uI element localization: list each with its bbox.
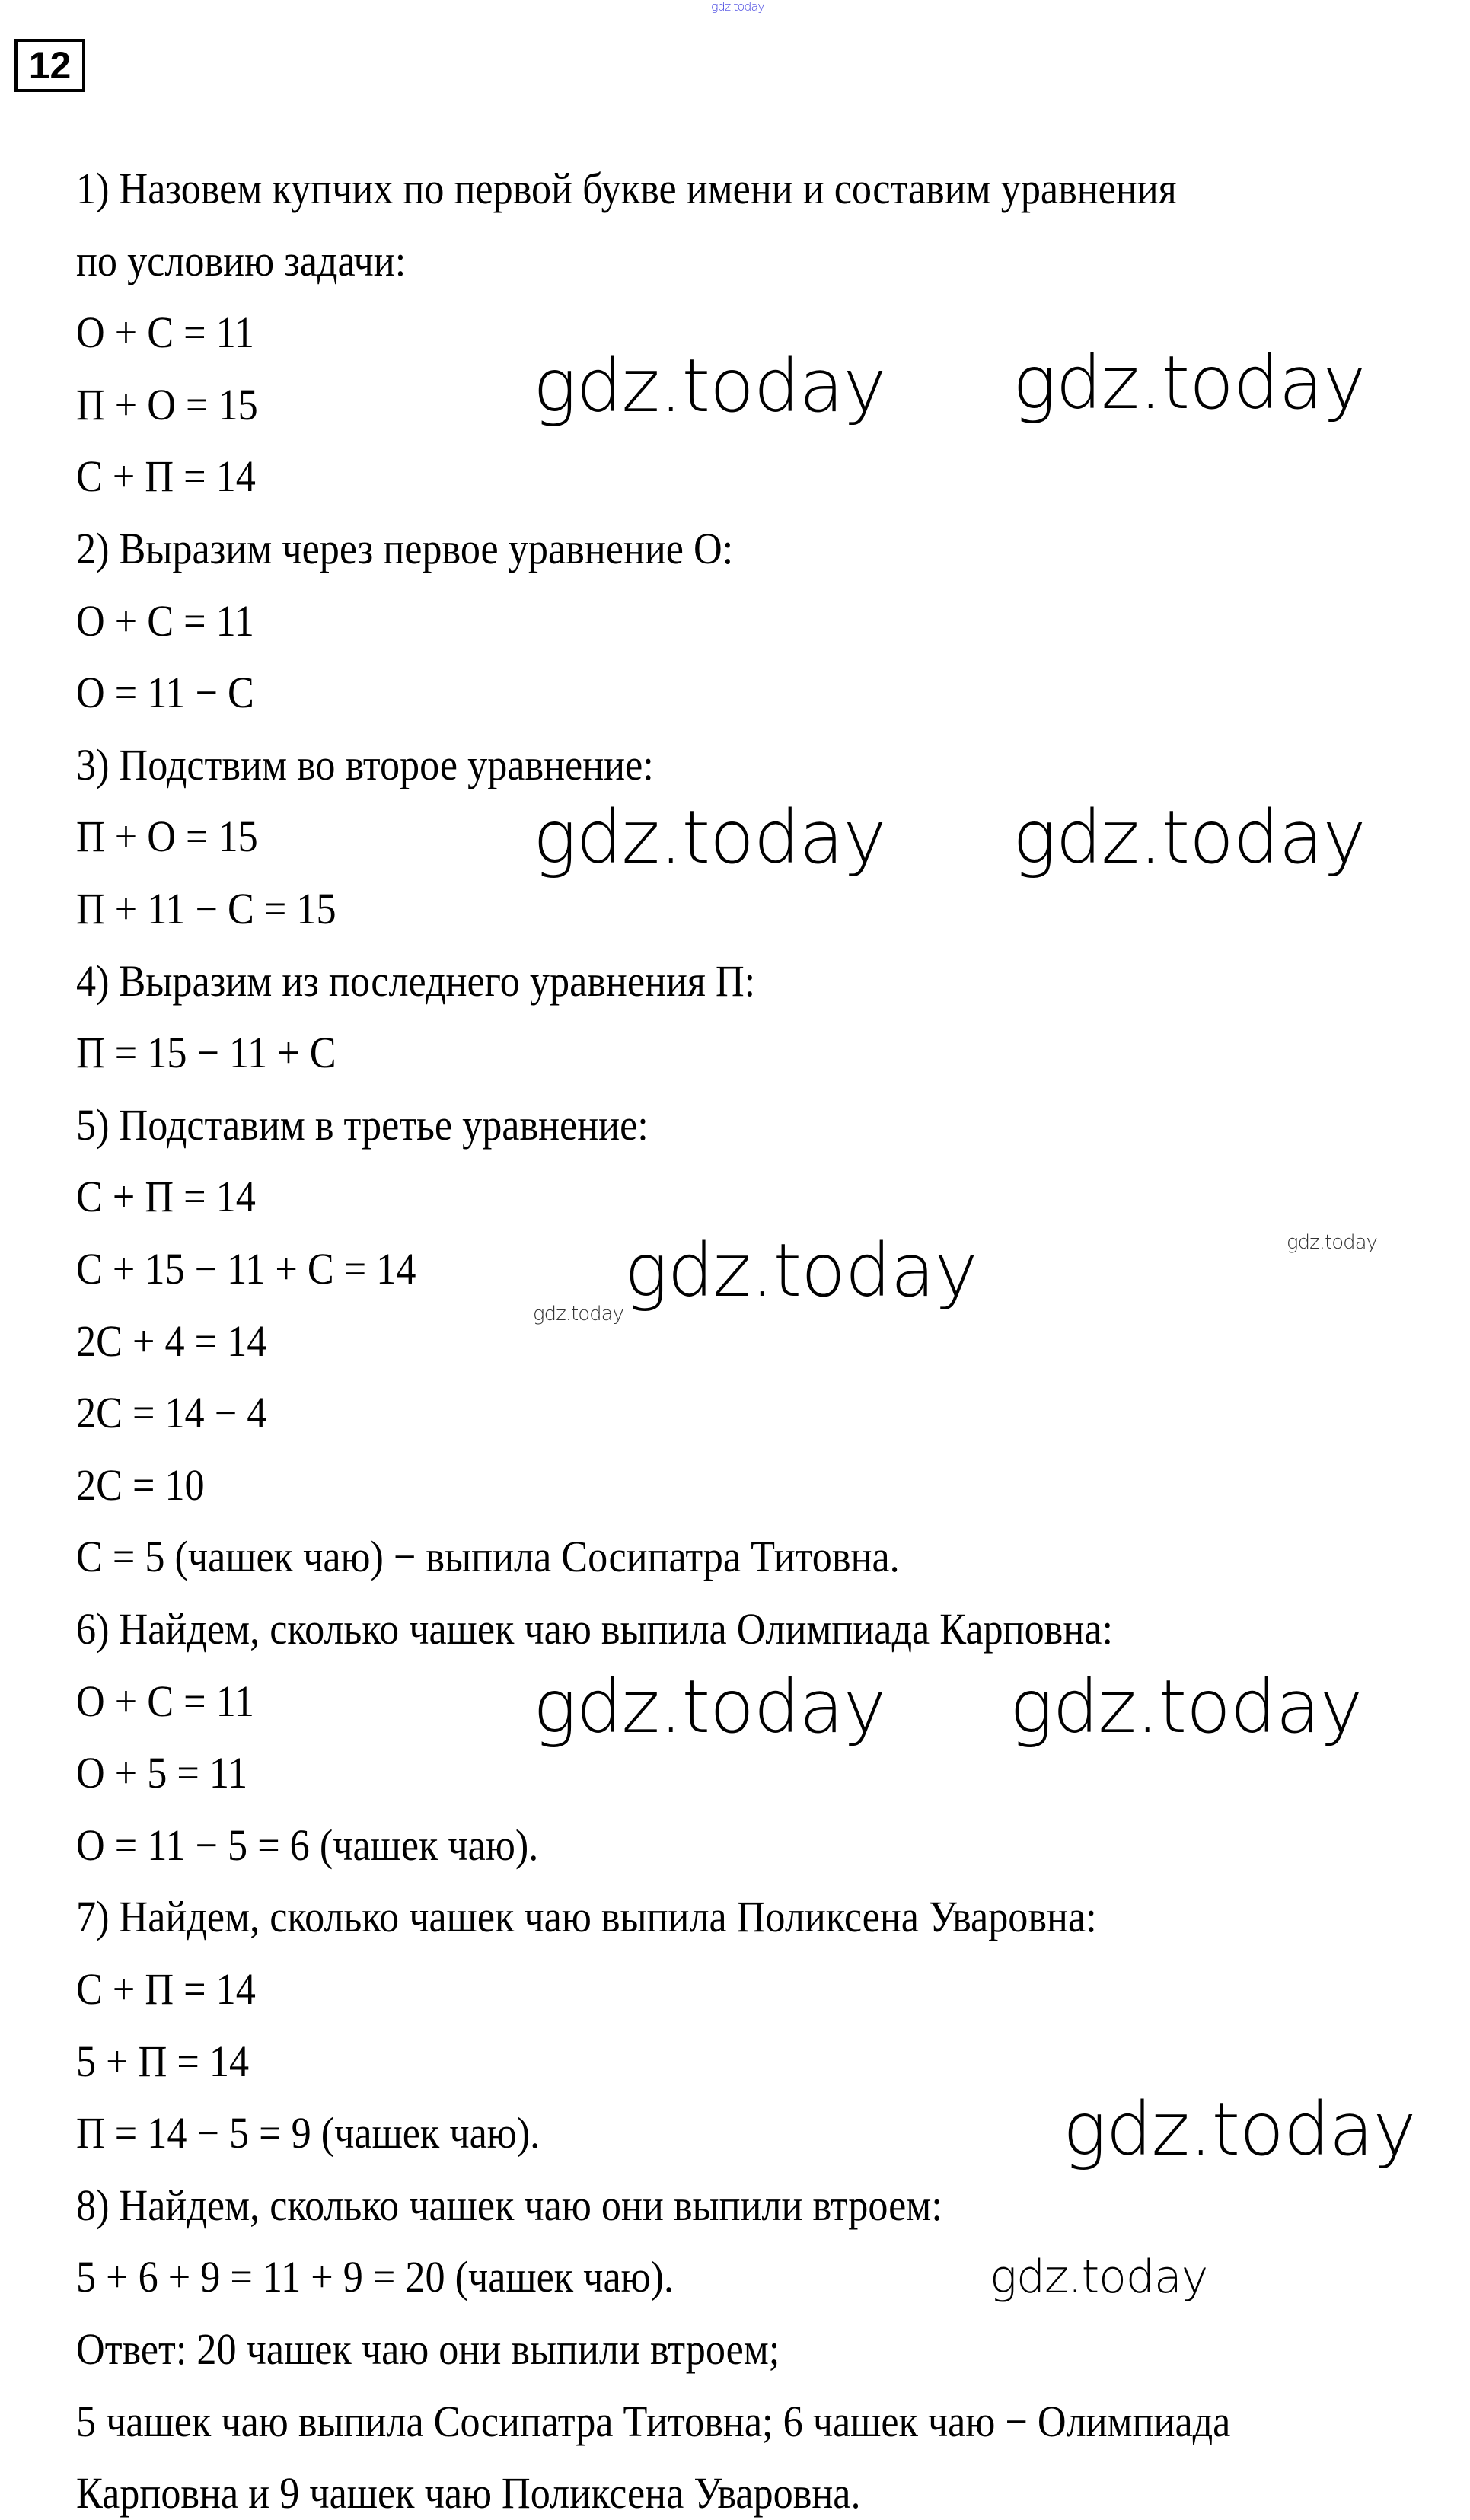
text-line: П + 11 − С = 15 — [76, 884, 336, 933]
text-line: О = 11 − С — [76, 668, 254, 718]
text-line: П + О = 15 — [76, 812, 258, 862]
watermark: gdz.today — [1063, 2087, 1416, 2172]
text-line: С + П = 14 — [76, 1172, 256, 1222]
watermark: gdz.today — [1012, 340, 1366, 426]
text-line: О + С = 11 — [76, 308, 254, 358]
text-line: 6) Найдем, сколько чашек чаю выпила Олимпиада Карповна: — [76, 1604, 1113, 1654]
watermark: gdz.today — [1012, 795, 1366, 880]
watermark: gdz.today — [990, 2250, 1208, 2304]
text-line: 2С + 4 = 14 — [76, 1316, 267, 1366]
text-line: 5 чашек чаю выпила Сосипатра Титовна; 6 чашек чаю − Олимпиада — [76, 2396, 1231, 2446]
watermark: gdz.today — [533, 795, 886, 880]
watermark: gdz.today — [711, 0, 764, 14]
text-line: С = 5 (чашек чаю) − выпила Сосипатра Титовна. — [76, 1532, 900, 1582]
text-line: Карповна и 9 чашек чаю Поликсена Уваровна. — [76, 2468, 861, 2518]
text-line: 5) Подставим в третье уравнение: — [76, 1099, 649, 1150]
watermark: gdz.today — [1287, 1231, 1377, 1254]
text-line: П + О = 15 — [76, 379, 258, 429]
text-line: 2С = 10 — [76, 1459, 205, 1510]
text-line: С + П = 14 — [76, 1964, 256, 2014]
text-line: по условию задачи: — [76, 235, 407, 285]
text-line: 2С = 14 − 4 — [76, 1388, 267, 1438]
text-line: О + С = 11 — [76, 1676, 254, 1726]
watermark: gdz.today — [1009, 1664, 1363, 1750]
text-line: 7) Найдем, сколько чашек чаю выпила Поликсена Уваровна: — [76, 1892, 1097, 1942]
text-line: 4) Выразим из последнего уравнения П: — [76, 955, 756, 1006]
text-line: П = 14 − 5 = 9 (чашек чаю). — [76, 2108, 540, 2158]
watermark: gdz.today — [533, 343, 886, 429]
text-line: 2) Выразим через первое уравнение О: — [76, 524, 734, 573]
problem-number: 12 — [14, 39, 85, 92]
text-line: 5 + 6 + 9 = 11 + 9 = 20 (чашек чаю). — [76, 2252, 674, 2302]
text-line: О + 5 = 11 — [76, 1748, 248, 1798]
watermark: gdz.today — [533, 1303, 623, 1325]
text-line: 1) Назовем купчих по первой букве имени и составим уравнения — [76, 164, 1177, 213]
text-line: Ответ: 20 чашек чаю они выпили втроем; — [76, 2324, 780, 2374]
text-line: С + 15 − 11 + С = 14 — [76, 1244, 416, 1293]
text-line: П = 15 − 11 + С — [76, 1028, 336, 1078]
text-line: О + С = 11 — [76, 595, 254, 646]
text-line: О = 11 − 5 = 6 (чашек чаю). — [76, 1820, 539, 1870]
text-line: 8) Найдем, сколько чашек чаю они выпили втроем: — [76, 2180, 942, 2230]
text-line: 3) Подствим во второе уравнение: — [76, 739, 654, 789]
watermark: gdz.today — [624, 1228, 977, 1313]
text-line: 5 + П = 14 — [76, 2036, 250, 2086]
watermark: gdz.today — [533, 1664, 886, 1750]
text-line: С + П = 14 — [76, 451, 256, 502]
